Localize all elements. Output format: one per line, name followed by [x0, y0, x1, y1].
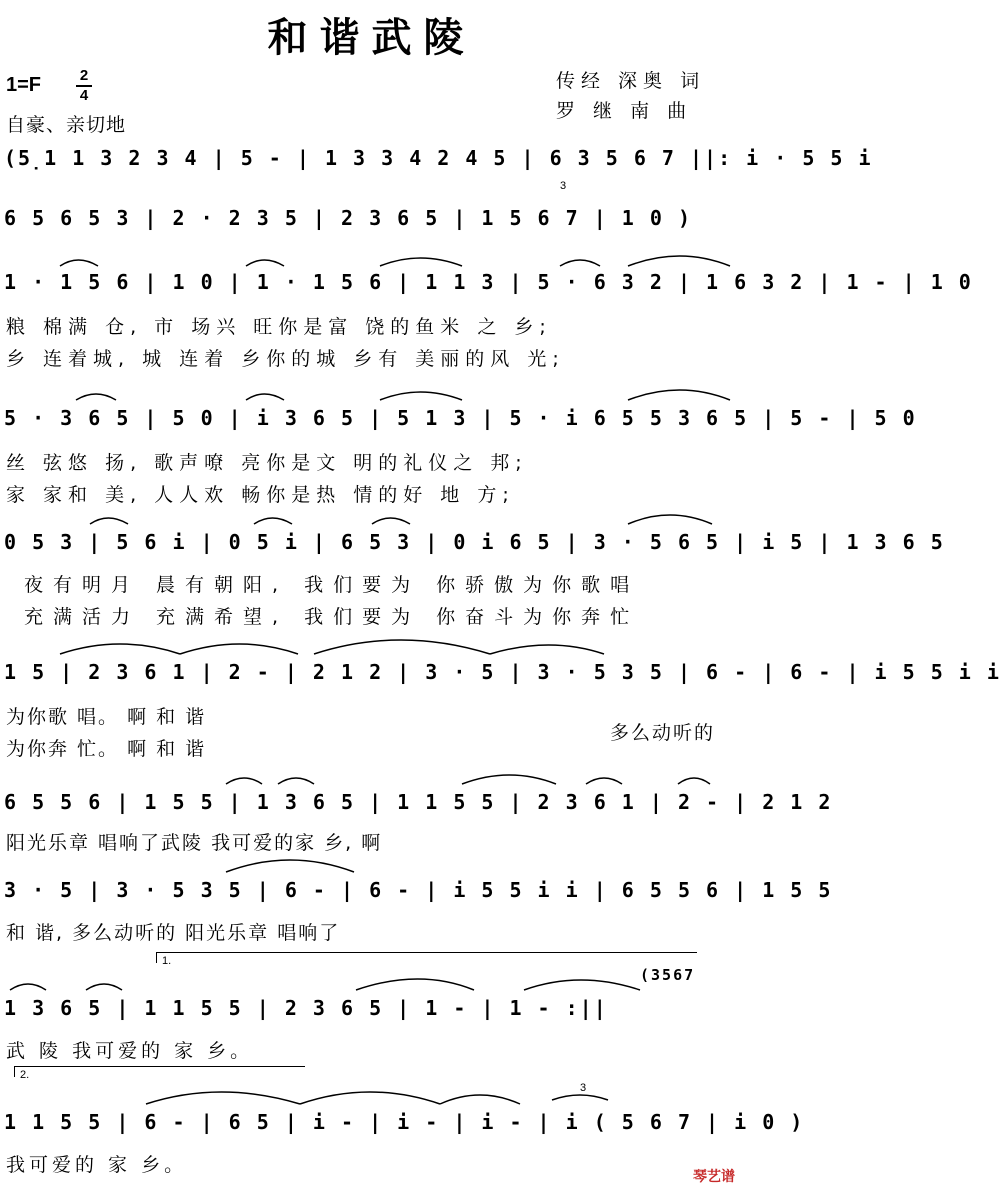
lyric-verse1-line1: 粮 棉满 仓, 市 场兴 旺你是富 饶的鱼米 之 乡; [6, 316, 552, 338]
first-ending-bracket [156, 952, 697, 963]
watermark-logo: 琴艺谱 [693, 1168, 735, 1184]
slur-s10-d [552, 1095, 608, 1100]
lyricist-credit: 传经 深奥 词 [556, 70, 706, 92]
tempo-marking: 自豪、亲切地 [6, 114, 127, 136]
second-ending-number: 2. [20, 1069, 30, 1081]
notation-system-3: 1 · 1 5 6 | 1 0 | 1 · 1 5 6 | 1 1 3 | 5 · 6 3 2 | 1 6 3 2 | 1 - | 1 0 [4, 270, 973, 294]
lyric-verse2-line1: 乡 连着城, 城 连着 乡你的城 乡有 美丽的风 光; [6, 348, 565, 370]
lyric-line-10: 我可爱的 家 乡。 [6, 1154, 188, 1176]
slur-s4-c [380, 392, 462, 400]
notation-system-6: 1 5 | 2 3 6 1 | 2 - | 2 1 2 | 3 · 5 | 3 · 5 3 5 | 6 - | 6 - | i 5 5 i i [4, 660, 1001, 684]
slur-s7-a [226, 778, 262, 784]
lyric-verse2-line3: 充满活力 充满希望, 我们要为 你奋斗为你奔忙 [24, 606, 640, 628]
slur-s5-d [628, 515, 712, 524]
lyric-line-8: 和 谐, 多么动听的 阳光乐章 唱响了 [6, 922, 341, 944]
slur-s7-b [278, 778, 314, 784]
triplet-mark: 3 [560, 180, 567, 192]
slur-s9-a [10, 984, 46, 990]
lyric-line-9: 武 陵 我可爱的 家 乡。 [6, 1040, 254, 1062]
slur-s10-c [440, 1095, 520, 1104]
slur-s6-d [490, 645, 604, 654]
notation-system-10: 1 1 5 5 | 6 - | 6 5 | i - | i - | i - | i ( 5 6 7 | i 0 ) [4, 1110, 805, 1134]
lyric-verse1-line3: 夜有明月 晨有朝阳, 我们要为 你骄傲为你歌唱 [24, 574, 640, 596]
slur-s4-b [246, 394, 284, 400]
composer-credit: 罗 继 南 曲 [556, 100, 693, 122]
lyric-verse1-line2: 丝 弦悠 扬, 歌声嘹 亮你是文 明的礼仪之 邦; [6, 452, 528, 474]
slur-s4-a [76, 394, 116, 400]
slur-s9-b [86, 984, 122, 990]
slur-s3-c [380, 258, 462, 266]
slur-s10-b [300, 1092, 440, 1104]
lyric-shared-phrase: 多么动听的 [610, 722, 716, 744]
slur-s4-d [628, 390, 730, 400]
slur-s6-a [60, 644, 180, 654]
slur-s6-b [180, 644, 298, 654]
slur-s7-e [678, 778, 710, 784]
slur-s3-d [560, 260, 600, 266]
slur-s9-c [356, 979, 474, 990]
page-title: 和谐武陵 [267, 14, 476, 61]
slur-s9-d [524, 980, 640, 990]
notation-system-4: 5 · 3 6 5 | 5 0 | i 3 6 5 | 5 1 3 | 5 · i 6 5 5 3 6 5 | 5 - | 5 0 [4, 406, 917, 430]
slur-s3-e [628, 256, 730, 266]
slur-s3-a [60, 260, 98, 266]
slur-s6-c [314, 640, 490, 654]
second-ending-bracket [14, 1066, 305, 1077]
lyric-verse2-line2: 家 家和 美, 人人欢 畅你是热 情的好 地 方; [6, 484, 515, 506]
time-signature [76, 68, 92, 104]
slur-s8-a [226, 860, 354, 872]
ending-pickup-notes: (3567 [640, 966, 696, 984]
slur-s7-d [586, 778, 622, 784]
first-ending-number: 1. [162, 955, 172, 967]
slur-s5-a [90, 518, 128, 524]
notation-system-2: 6 5 6 5 3 | 2 · 2 3 5 | 2 3 6 5 | 1 5 6 7 | 1 0 ) [4, 206, 693, 230]
slur-s3-b [246, 260, 284, 266]
slur-s10-a [146, 1092, 300, 1104]
slur-s5-b [254, 518, 292, 524]
notation-system-5: 0 5 3 | 5 6 i | 0 5 i | 6 5 3 | 0 i 6 5 | 3 · 5 6 5 | i 5 | 1 3 6 5 [4, 530, 945, 554]
notation-system-7: 6 5 5 6 | 1 5 5 | 1 3 6 5 | 1 1 5 5 | 2 3 6 1 | 2 - | 2 1 2 [4, 790, 833, 814]
meter-bottom: 4 [79, 87, 89, 104]
triplet-mark-end: 3 [580, 1082, 587, 1094]
lyric-verse1-line4: 为你歌 唱。 啊 和 谐 [6, 706, 207, 728]
slur-s7-c [462, 775, 556, 784]
slur-s5-c [372, 518, 410, 524]
notation-system-9: 1 3 6 5 | 1 1 5 5 | 2 3 6 5 | 1 - | 1 - :|| [4, 996, 608, 1020]
key-signature: 1=F [6, 74, 42, 96]
lyric-verse2-line4: 为你奔 忙。 啊 和 谐 [6, 738, 207, 760]
meter-top: 2 [79, 67, 89, 84]
lyric-line-7: 阳光乐章 唱响了武陵 我可爱的家 乡, 啊 [6, 832, 383, 854]
notation-system-8: 3 · 5 | 3 · 5 3 5 | 6 - | 6 - | i 5 5 i i | 6 5 5 6 | 1 5 5 [4, 878, 833, 902]
notation-system-1: (5̣1 1 3 2 3 4 | 5 - | 1 3 3 4 2 4 5 | 6 3 5 6 7 ||: i · 5 5 i [4, 146, 873, 170]
